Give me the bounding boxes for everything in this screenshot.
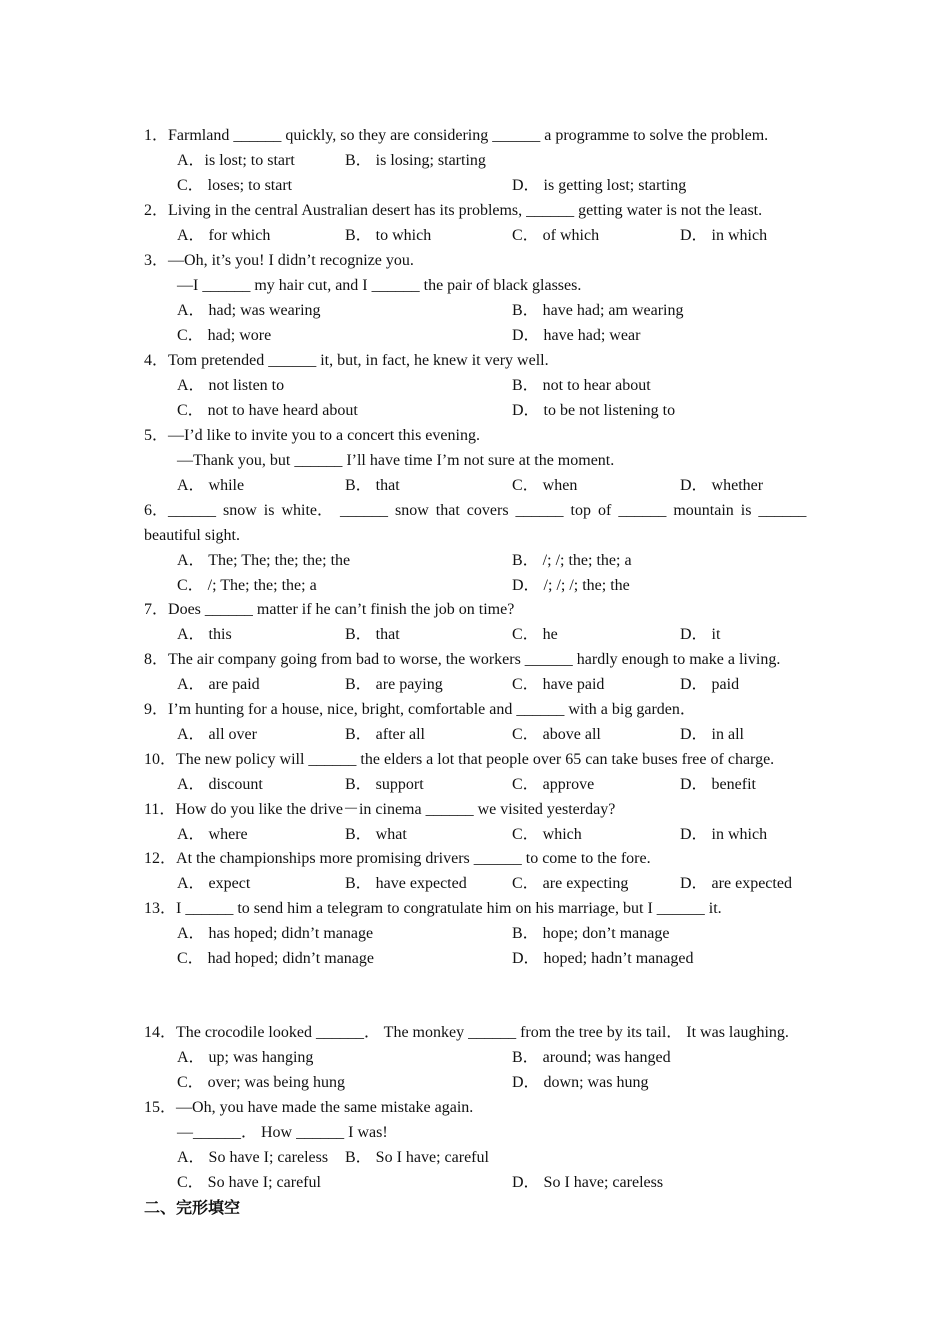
option-c[interactable]: C． loses; to start [177, 177, 293, 194]
question-8-stem: 8．The air company going from bad to worse, the workers ______ hardly enough to make a living. [144, 651, 781, 668]
option-a[interactable]: A． are paid [177, 676, 260, 693]
question-3-stem: 3．—Oh, it’s you! I didn’t recognize you. [144, 252, 414, 269]
option-d[interactable]: D． it [680, 626, 721, 643]
option-d[interactable]: D． is getting lost; starting [512, 177, 687, 194]
option-d[interactable]: D． have had; wear [512, 327, 641, 344]
question-5-stem: 5．—I’d like to invite you to a concert this evening. [144, 427, 480, 444]
option-d[interactable]: D． benefit [680, 776, 756, 793]
question-15-stem: 15．—Oh, you have made the same mistake again. [144, 1099, 474, 1116]
option-b[interactable]: B． around; was hanged [512, 1049, 671, 1066]
option-b[interactable]: B． have had; am wearing [512, 302, 684, 319]
option-b[interactable]: B． that [345, 477, 400, 494]
option-b[interactable]: B． not to hear about [512, 377, 651, 394]
question-13-stem: 13．I ______ to send him a telegram to congratulate him on his marriage, but I ______ it. [144, 900, 722, 917]
option-b[interactable]: B． is losing; starting [345, 152, 486, 169]
question-9-stem: 9．I’m hunting for a house, nice, bright, comfortable and ______ with a big garden． [144, 701, 696, 718]
option-d[interactable]: D． in which [680, 227, 768, 244]
option-c[interactable]: C． not to have heard about [177, 402, 358, 419]
option-c[interactable]: C． approve [512, 776, 595, 793]
option-c[interactable]: C． /; The; the; the; a [177, 577, 317, 594]
option-a[interactable]: A． where [177, 826, 248, 843]
option-b[interactable]: B． So I have; careful [345, 1149, 489, 1166]
question-10-stem: 10．The new policy will ______ the elders a lot that people over 65 can take buses free of charge. [144, 751, 775, 768]
option-a[interactable]: A．is lost; to start [177, 152, 295, 169]
option-a[interactable]: A． this [177, 626, 232, 643]
option-c[interactable]: C． which [512, 826, 582, 843]
option-c[interactable]: C． have paid [512, 676, 605, 693]
option-c[interactable]: C． had; wore [177, 327, 272, 344]
question-5-stem-line-2: —Thank you, but ______ I’ll have time I’m not sure at the moment. [177, 452, 615, 469]
option-d[interactable]: D． paid [680, 676, 740, 693]
option-c[interactable]: C． So have I; careful [177, 1174, 321, 1191]
option-d[interactable]: D． So I have; careless [512, 1174, 664, 1191]
option-b[interactable]: B． support [345, 776, 424, 793]
option-d[interactable]: D． are expected [680, 875, 792, 892]
question-6-stem: 6．______ snow is white． ______ snow that covers ______ top of ______ mountain is ______ [144, 502, 807, 519]
option-d[interactable]: D． whether [680, 477, 764, 494]
question-15-stem-line-2: —______． How ______ I was! [177, 1124, 388, 1141]
option-a[interactable]: A． not listen to [177, 377, 285, 394]
option-c[interactable]: C． over; was being hung [177, 1074, 345, 1091]
option-b[interactable]: B． to which [345, 227, 432, 244]
option-a[interactable]: A． The; The; the; the; the [177, 552, 351, 569]
option-d[interactable]: D． to be not listening to [512, 402, 676, 419]
option-b[interactable]: B． hope; don’t manage [512, 925, 670, 942]
option-d[interactable]: D． hoped; hadn’t managed [512, 950, 694, 967]
option-a[interactable]: A． So have I; careless [177, 1149, 329, 1166]
question-3-stem-line-2: —I ______ my hair cut, and I ______ the pair of black glasses. [177, 277, 582, 294]
question-6-stem-line-2: beautiful sight. [144, 527, 240, 544]
option-c[interactable]: C． are expecting [512, 875, 629, 892]
option-b[interactable]: B． have expected [345, 875, 467, 892]
option-a[interactable]: A． up; was hanging [177, 1049, 314, 1066]
question-7-stem: 7．Does ______ matter if he can’t finish the job on time? [144, 601, 515, 618]
option-b[interactable]: B． what [345, 826, 407, 843]
question-14-stem: 14．The crocodile looked ______． The monkey ______ from the tree by its tail． It was laughing. [144, 1024, 789, 1041]
option-d[interactable]: D． in all [680, 726, 744, 743]
option-d[interactable]: D． in which [680, 826, 768, 843]
question-12-stem: 12．At the championships more promising drivers ______ to come to the fore. [144, 850, 651, 867]
option-c[interactable]: C． of which [512, 227, 600, 244]
question-2-stem: 2．Living in the central Australian desert has its problems, ______ getting water is not the least. [144, 202, 763, 219]
option-c[interactable]: C． when [512, 477, 578, 494]
option-c[interactable]: C． above all [512, 726, 601, 743]
option-d[interactable]: D． down; was hung [512, 1074, 649, 1091]
option-b[interactable]: B． /; /; the; the; a [512, 552, 632, 569]
option-a[interactable]: A． for which [177, 227, 271, 244]
option-b[interactable]: B． after all [345, 726, 425, 743]
option-c[interactable]: C． he [512, 626, 558, 643]
option-a[interactable]: A． discount [177, 776, 263, 793]
option-a[interactable]: A． has hoped; didn’t manage [177, 925, 374, 942]
question-11-stem: 11．How do you like the drive－in cinema ______ we visited yesterday? [144, 801, 616, 818]
option-a[interactable]: A． had; was wearing [177, 302, 321, 319]
question-4-stem: 4．Tom pretended ______ it, but, in fact, he knew it very well. [144, 352, 549, 369]
option-c[interactable]: C． had hoped; didn’t manage [177, 950, 375, 967]
option-d[interactable]: D． /; /; /; the; the [512, 577, 630, 594]
option-a[interactable]: A． all over [177, 726, 257, 743]
option-a[interactable]: A． expect [177, 875, 251, 892]
question-1-stem: 1．Farmland ______ quickly, so they are considering ______ a programme to solve the problem. [144, 127, 769, 144]
option-b[interactable]: B． that [345, 626, 400, 643]
section-heading: 二、完形填空 [144, 1198, 241, 1217]
option-b[interactable]: B． are paying [345, 676, 443, 693]
option-a[interactable]: A． while [177, 477, 245, 494]
